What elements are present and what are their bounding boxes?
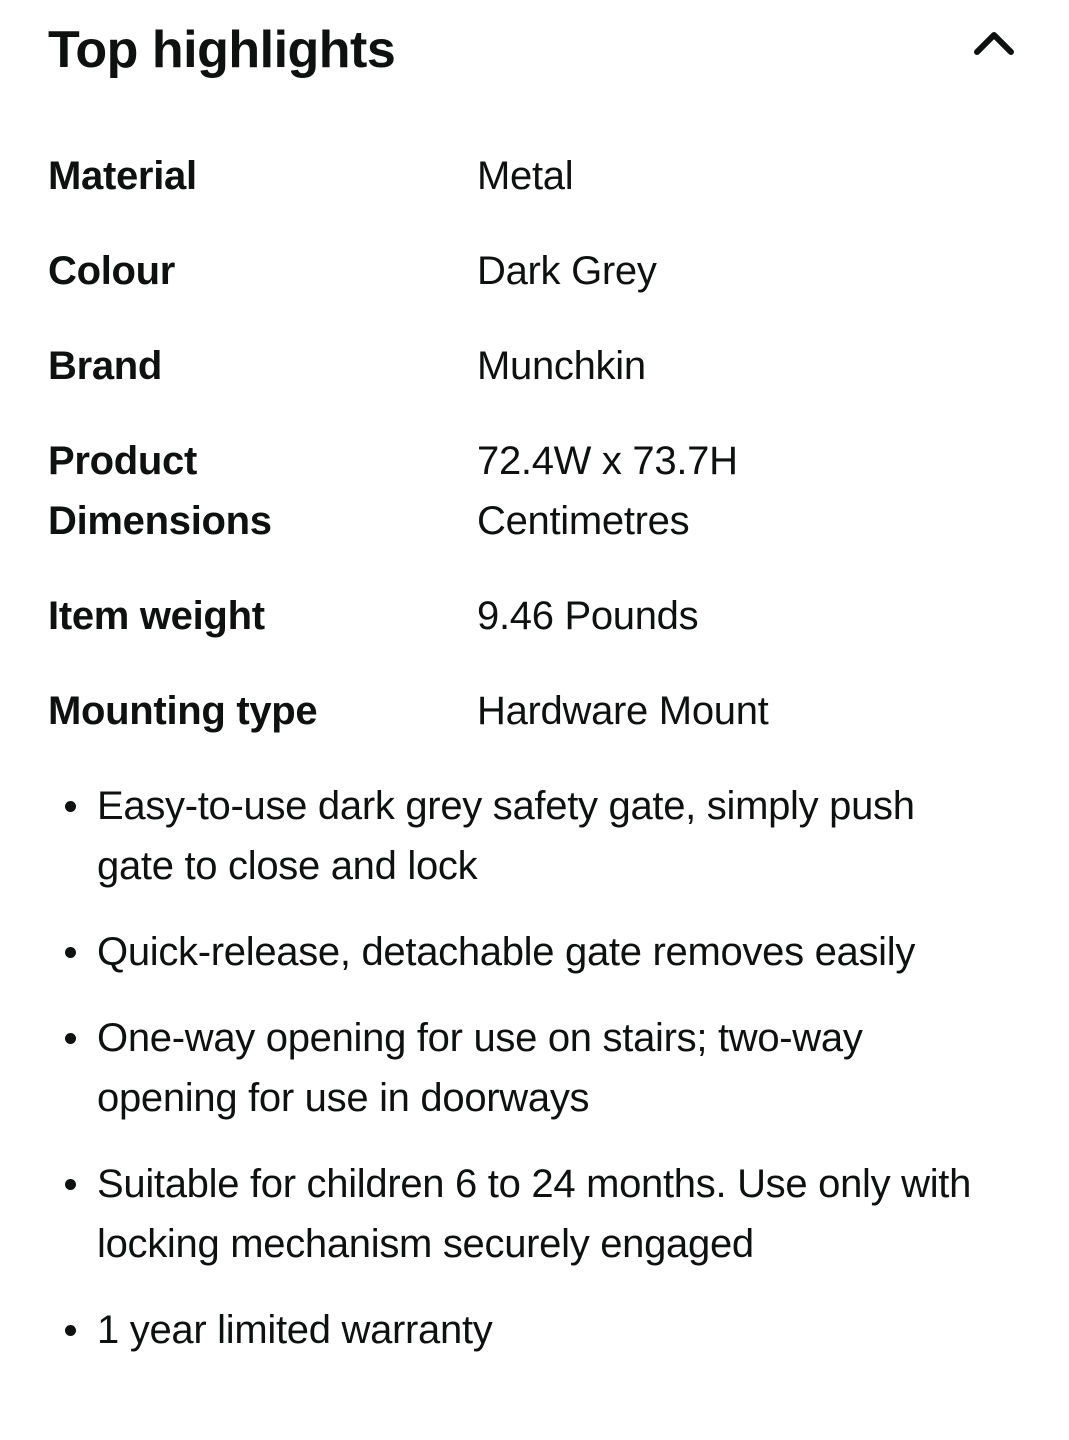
- list-item: [48, 922, 1021, 982]
- table-row: [48, 586, 1021, 646]
- list-item: [48, 1300, 1021, 1360]
- bullet-dot-icon: [65, 947, 76, 958]
- collapse-section-button[interactable]: [967, 20, 1021, 66]
- attribute-label: Product Dimensions: [48, 439, 272, 543]
- bullet-dot-icon: [65, 801, 76, 812]
- attribute-value: Hardware Mount: [477, 689, 769, 733]
- bullet-text: Quick-release, detachable gate removes easily: [97, 930, 916, 974]
- section-header[interactable]: [48, 18, 1021, 82]
- list-item: [48, 776, 1021, 896]
- bullet-dot-icon: [65, 1179, 76, 1190]
- attribute-label: Mounting type: [48, 689, 318, 733]
- attribute-value: Dark Grey: [477, 249, 657, 293]
- bullet-text: 1 year limited warranty: [97, 1308, 493, 1352]
- table-row: [48, 336, 1021, 396]
- bullet-dot-icon: [65, 1325, 76, 1336]
- section-title: Top highlights: [48, 21, 396, 79]
- bullet-dot-icon: [65, 1033, 76, 1044]
- attribute-value: Metal: [477, 154, 574, 198]
- list-item: [48, 1154, 1021, 1274]
- table-row: [48, 146, 1021, 206]
- attribute-value: 9.46 Pounds: [477, 594, 699, 638]
- list-item: [48, 1008, 1021, 1128]
- attribute-value: 72.4W x 73.7H Centimetres: [477, 439, 738, 543]
- attribute-label: Material: [48, 154, 197, 198]
- bullet-text: Easy-to-use dark grey safety gate, simply push gate to close and lock: [97, 784, 915, 888]
- bullet-text: One-way opening for use on stairs; two-way opening for use in doorways: [97, 1016, 863, 1120]
- highlight-bullet-list: [48, 776, 1021, 1360]
- product-attributes-table: [48, 146, 1021, 741]
- bullet-text: Suitable for children 6 to 24 months. Use only with locking mechanism securely engaged: [97, 1162, 972, 1266]
- table-row: [48, 241, 1021, 301]
- attribute-label: Item weight: [48, 594, 265, 638]
- chevron-up-icon: [973, 30, 1015, 56]
- attribute-value: Munchkin: [477, 344, 646, 388]
- table-row: [48, 681, 1021, 741]
- table-row: [48, 431, 1021, 551]
- attribute-label: Colour: [48, 249, 176, 293]
- attribute-label: Brand: [48, 344, 163, 388]
